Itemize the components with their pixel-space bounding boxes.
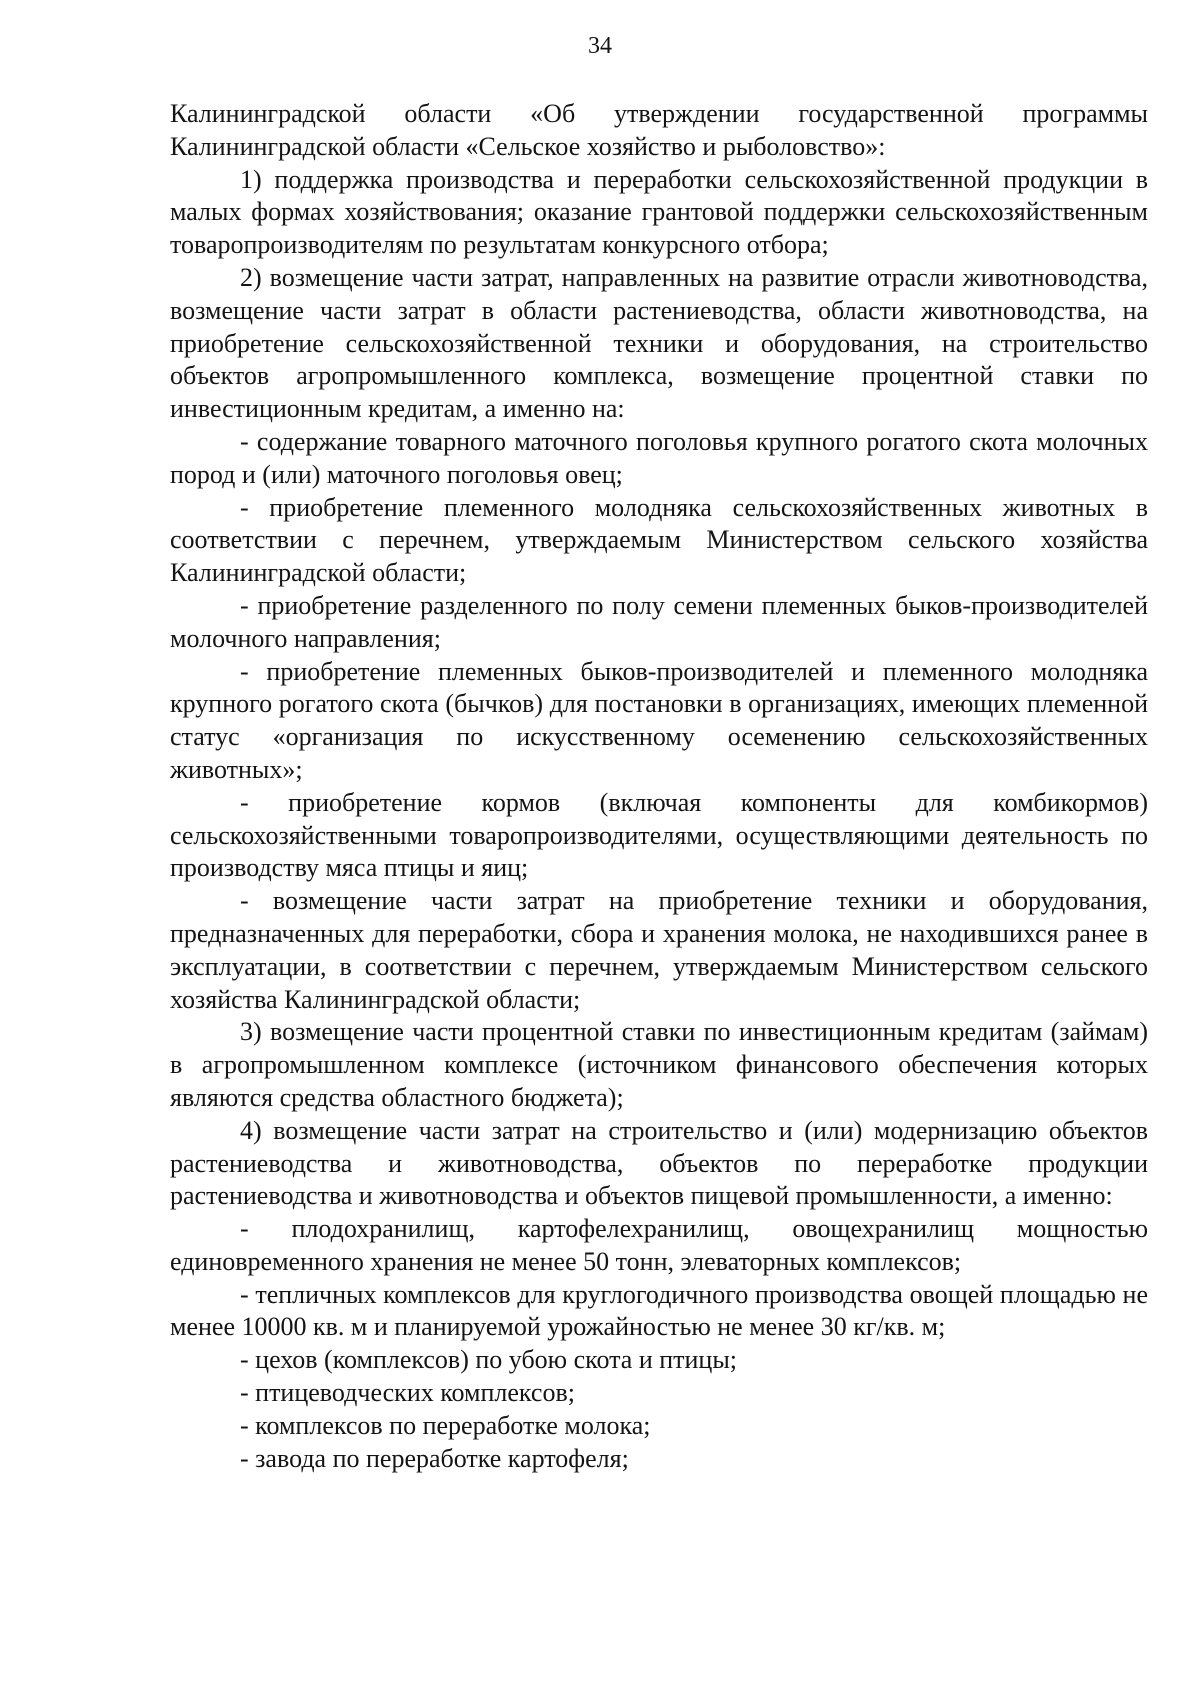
sub-item-slaughter: - цехов (комплексов) по убою скота и птицы; [240, 1345, 738, 1375]
list-item-4: 4) возмещение части затрат на строительство и (или) модернизацию объектов растениеводства и животноводства, объектов по переработке продукции растениеводства и животноводства и объектов пищевой промышленности, а именно: [170, 1115, 1148, 1211]
sub-item-cattle-maintenance: - содержание товарного маточного поголовья крупного рогатого скота молочных пород и (или) маточного поголовья овец; [170, 426, 1148, 489]
document-body [170, 98, 1148, 1475]
list-item-1: 1) поддержка производства и переработки сельскохозяйственной продукции в малых формах хозяйствования; оказание грантовой поддержки сельскохозяйственным товаропроизводителям по результатам конкурсного отбора; [170, 164, 1148, 260]
sub-item-milk-equipment: - возмещение части затрат на приобретение техники и оборудования, предназначенных для переработки, сбора и хранения молока, не находившихся ранее в эксплуатации, в соответствии с перечнем, утверждаемым Министерством сельского хозяйства Калининградской области; [170, 886, 1148, 1014]
sub-item-breeding-youngstock: - приобретение племенного молодняка сельскохозяйственных животных в соответствии с перечнем, утверждаемым Министерством сельского хозяйства Калининградской области; [170, 492, 1148, 588]
list-item-2: 2) возмещение части затрат, направленных на развитие отрасли животноводства, возмещение части затрат в области растениеводства, области животноводства, на приобретение сельскохозяйственной техники и оборудования, на строительство объектов агропромышленного комплекса, возмещение процентной ставки по инвестиционным кредитам, а именно на: [170, 262, 1148, 424]
sub-item-feed: - приобретение кормов (включая компоненты для комбикормов) сельскохозяйственными товаропроизводителями, осуществляющими деятельность по производству мяса птицы и яиц; [170, 787, 1148, 883]
sub-item-breeding-bulls: - приобретение племенных быков-производителей и племенного молодняка крупного рогатого скота (бычков) для постановки в организациях, имеющих племенной статус «организация по искусственному осеменению сельскохозяйственных животных»; [170, 656, 1148, 784]
sub-item-poultry: - птицеводческих комплексов; [240, 1378, 575, 1408]
sub-item-storage: - плодохранилищ, картофелехранилищ, овощехранилищ мощностью единовременного хранения не менее 50 тонн, элеваторных комплексов; [170, 1214, 1148, 1276]
sub-item-greenhouses: - тепличных комплексов для круглогодичного производства овощей площадью не менее 10000 кв. м и планируемой урожайностью не менее 30 кг/кв. м; [170, 1279, 1148, 1342]
sub-item-milk-processing: - комплексов по переработке молока; [240, 1410, 651, 1440]
page-number: 34 [588, 33, 612, 59]
sub-item-potato-processing: - завода по переработке картофеля; [240, 1443, 629, 1473]
list-item-3: 3) возмещение части процентной ставки по инвестиционным кредитам (займам) в агропромышленном комплексе (источником финансового обеспечения которых являются средства областного бюджета); [170, 1017, 1148, 1112]
paragraph-intro: Калининградской области «Об утверждении государственной программы Калининградской области «Сельское хозяйство и рыболовство»: [170, 99, 1148, 161]
sub-item-sexed-semen: - приобретение разделенного по полу семени племенных быков-производителей молочного направления; [170, 590, 1148, 653]
